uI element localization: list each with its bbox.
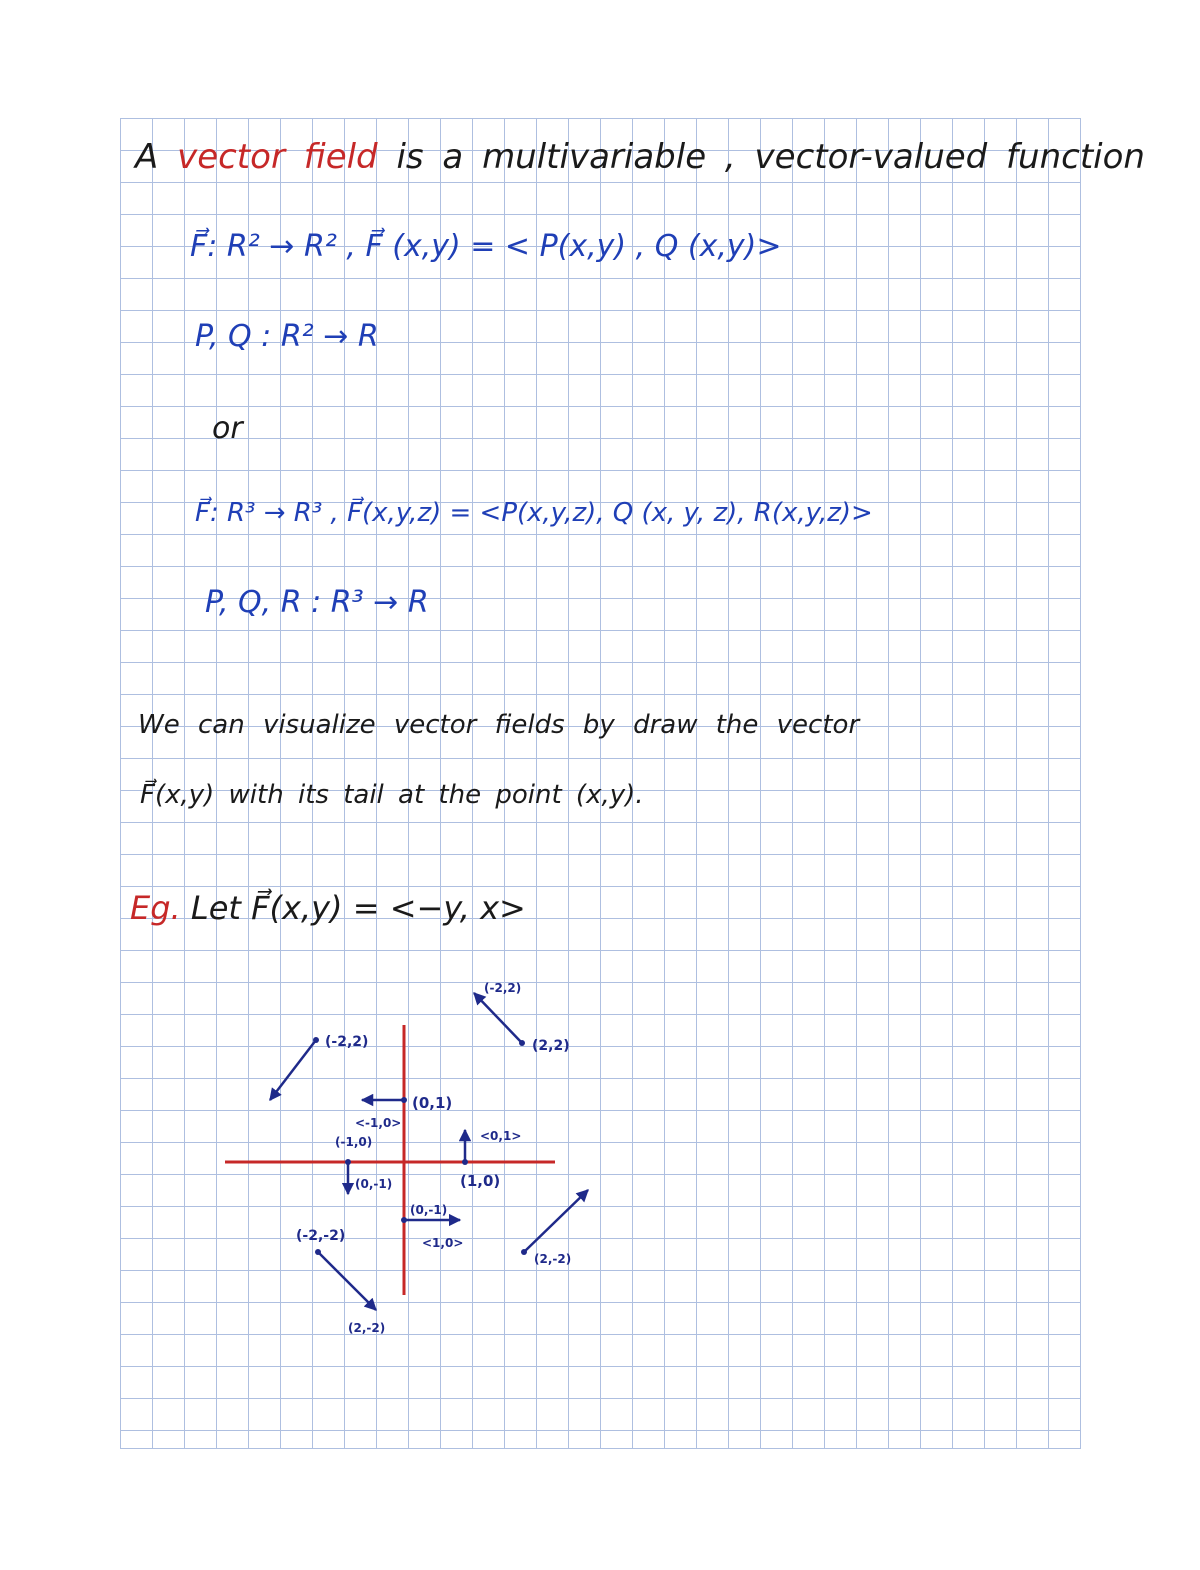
label-vector-0-1: <-1,0> [355, 1116, 402, 1130]
visualize-line-2: F⃗(x,y) with its tail at the point (x,y). [140, 780, 644, 810]
vector-at-neg2-neg2 [318, 1252, 376, 1310]
example-text: Let F⃗(x,y) = <−y, x> [190, 889, 526, 927]
label-point-neg1-0: (-1,0) [335, 1135, 373, 1149]
vector-at-2-2 [474, 993, 522, 1043]
label-vector-neg1-0: (0,-1) [355, 1177, 393, 1191]
definition-text: is a multivariable , vector-valued function [396, 137, 1145, 177]
label-vector-0-neg1: <1,0> [422, 1236, 464, 1250]
label-point-0-1: (0,1) [412, 1094, 453, 1112]
vector-field-term: vector field [177, 137, 378, 177]
label-point-neg2-2: (-2,2) [325, 1034, 369, 1050]
label-vector-2-2: (-2,2) [484, 981, 522, 995]
vector-at-2-neg2 [524, 1190, 588, 1252]
label-point-2-neg2: (2,-2) [534, 1252, 572, 1266]
label-vector-neg2-neg2: (2,-2) [348, 1321, 386, 1335]
example-tag: Eg. [130, 889, 181, 927]
label-point-1-0: (1,0) [460, 1172, 501, 1190]
label-vector-1-0: <0,1> [480, 1129, 522, 1143]
visualize-line: We can visualize vector fields by draw the vector [138, 710, 860, 740]
vector-at-neg2-2 [270, 1040, 316, 1100]
function-2d-definition: F⃗: R² → R² , F⃗ (x,y) = < P(x,y) , Q (x,y)> [190, 229, 782, 264]
components-3d: P, Q, R : R³ → R [205, 585, 429, 620]
label-point-0-neg1: (0,-1) [410, 1203, 448, 1217]
or-text: or [212, 411, 243, 446]
function-3d-definition: F⃗: R³ → R³ , F⃗(x,y,z) = <P(x,y,z), Q (x, y, z), R(x,y,z)> [195, 498, 873, 528]
article-text: A [135, 137, 159, 177]
label-point-2-2: (2,2) [532, 1038, 570, 1054]
label-point-neg2-neg2: (-2,-2) [296, 1228, 346, 1244]
components-2d: P, Q : R² → R [195, 319, 379, 354]
